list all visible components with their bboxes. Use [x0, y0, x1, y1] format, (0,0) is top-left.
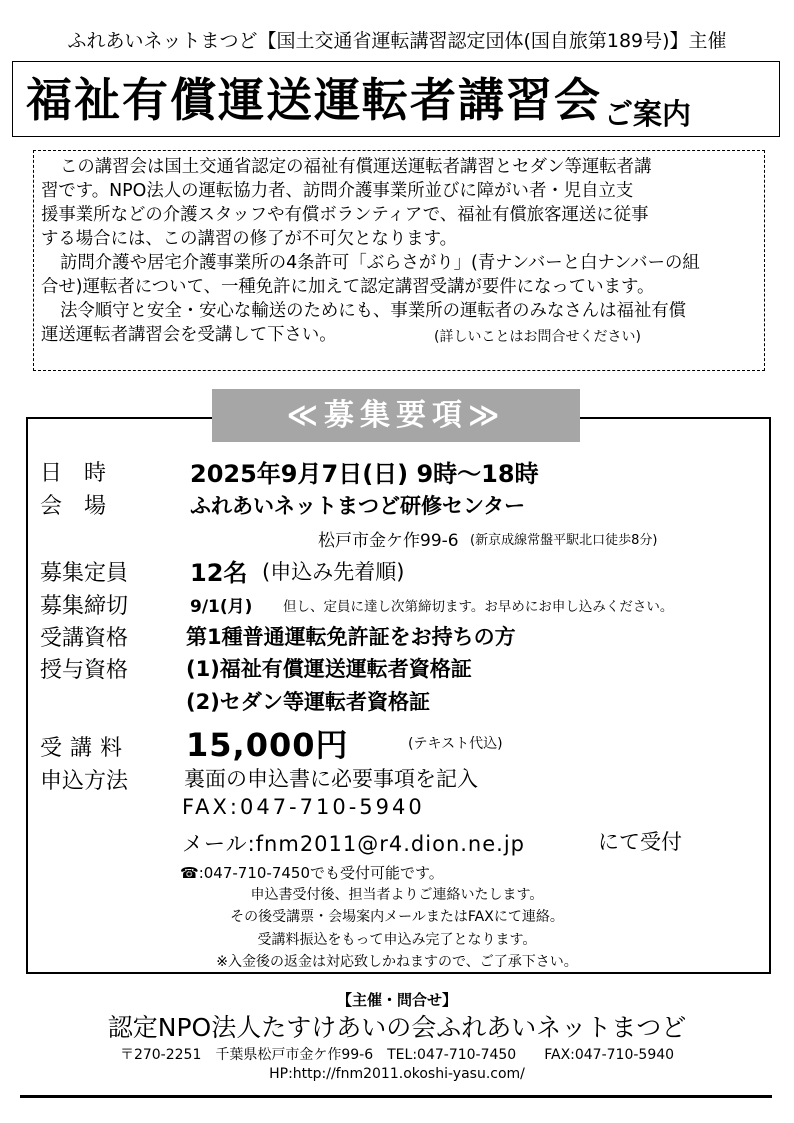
intro-line: この講習会は国土交通省認定の福祉有償運送運転者講習とセダン等運転者講 [60, 157, 652, 177]
venue-access: (新京成線常盤平駅北口徒歩8分) [470, 533, 658, 548]
capacity-note: (申込み先着順) [262, 560, 405, 584]
cert-label: 授与資格 [40, 658, 129, 683]
organizer-line: ふれあいネットまつど【国土交通省運転講習認定団体(国自旅第189号)】主催 [67, 30, 727, 52]
fee-label: 受講料 [40, 736, 131, 761]
eligibility-label: 受講資格 [40, 626, 129, 651]
date-value: 2025年9月7日(日) 9時～18時 [190, 460, 539, 488]
intro-line: 訪問介護や居宅介護事業所の4条許可「ぶらさがり」(青ナンバーと白ナンバーの組 [60, 253, 700, 273]
intro-line: 習です。NPO法人の運転協力者、訪問介護事業所並びに障がい者・児自立支 [41, 181, 634, 201]
tel-line-row [180, 862, 444, 883]
apply-fax: FAX:047-710-5940 [182, 795, 425, 819]
apply-label: 申込方法 [40, 769, 129, 794]
capacity-label: 募集定員 [40, 561, 129, 586]
phone-icon: ☎ [180, 864, 199, 882]
intro-line: する場合には、この講習の修了が不可欠となります。 [41, 229, 457, 249]
venue-address: 松戸市金ケ作99-6 [318, 531, 459, 551]
capacity-value: 12名 [190, 559, 248, 587]
fee-value: 15,000円 [186, 726, 349, 764]
homepage-url: HP:http://fnm2011.okoshi-yasu.com/ [269, 1066, 525, 1082]
eligibility-value: 第1種普通運転免許証をお持ちの方 [186, 625, 516, 649]
deadline-value: 9/1(月) [190, 597, 253, 617]
apply-email: メール:fnm2011@r4.dion.ne.jp [182, 832, 525, 856]
venue-label: 会場 [40, 494, 129, 519]
fee-note: (テキスト代込) [408, 736, 503, 752]
intro-line: 合せ)運転者について、一種免許に加えて認定講習受講が要件になっています。 [41, 277, 655, 297]
apply-email-suffix: にて受付 [598, 830, 682, 854]
intro-line: 援事業所などの介護スタッフや有償ボランティアで、福祉有償旅客運送に従事 [41, 205, 649, 225]
requirements-heading: ≪募集要項≫ [212, 389, 580, 442]
intro-line: 法令順守と安全・安心な輸送のためにも、事業所の運転者のみなさんは福祉有償 [60, 301, 687, 321]
tel-line: :047-710-7450でも受付可能です。 [198, 864, 444, 882]
intro-line: 運送運転者講習会を受講して下さい。 [41, 325, 337, 345]
organization-name: 認定NPO法人たすけあいの会ふれあいネットまつど [107, 1013, 687, 1042]
footer-label: 【主催・問合せ】 [336, 991, 457, 1009]
date-label: 日時 [40, 461, 129, 486]
cert-item-1: (1)福祉有償運送運転者資格証 [186, 657, 472, 681]
contact-address: 〒270-2251 千葉県松戸市金ケ作99-6 TEL:047-710-7450 FAX:047-710-5940 [119, 1047, 675, 1063]
deadline-note: 但し、定員に達し次第締切ます。お早めにお申し込みください。 [283, 599, 674, 615]
cert-item-2: (2)セダン等運転者資格証 [186, 690, 431, 714]
page-title: 福祉有償運送運転者講習会 [26, 73, 602, 127]
note-line: ※入金後の返金は対応致しかねますので、ご了承下さい。 [216, 954, 578, 970]
intro-box [33, 150, 765, 371]
page-title-suffix: ご案内 [604, 97, 692, 131]
venue-value: ふれあいネットまつど研修センター [190, 494, 526, 518]
deadline-label: 募集締切 [40, 594, 129, 619]
apply-step: 裏面の申込書に必要事項を記入 [184, 767, 478, 791]
note-line: その後受講票・会場案内メールまたはFAXにて連絡。 [230, 909, 564, 925]
note-line: 受講料振込をもって申込み完了となります。 [257, 932, 537, 948]
note-line: 申込書受付後、担当者よりご連絡いたします。 [250, 887, 544, 903]
bottom-rule [20, 1095, 772, 1098]
inquiry-note: (詳しいことはお問合せください) [434, 329, 641, 345]
